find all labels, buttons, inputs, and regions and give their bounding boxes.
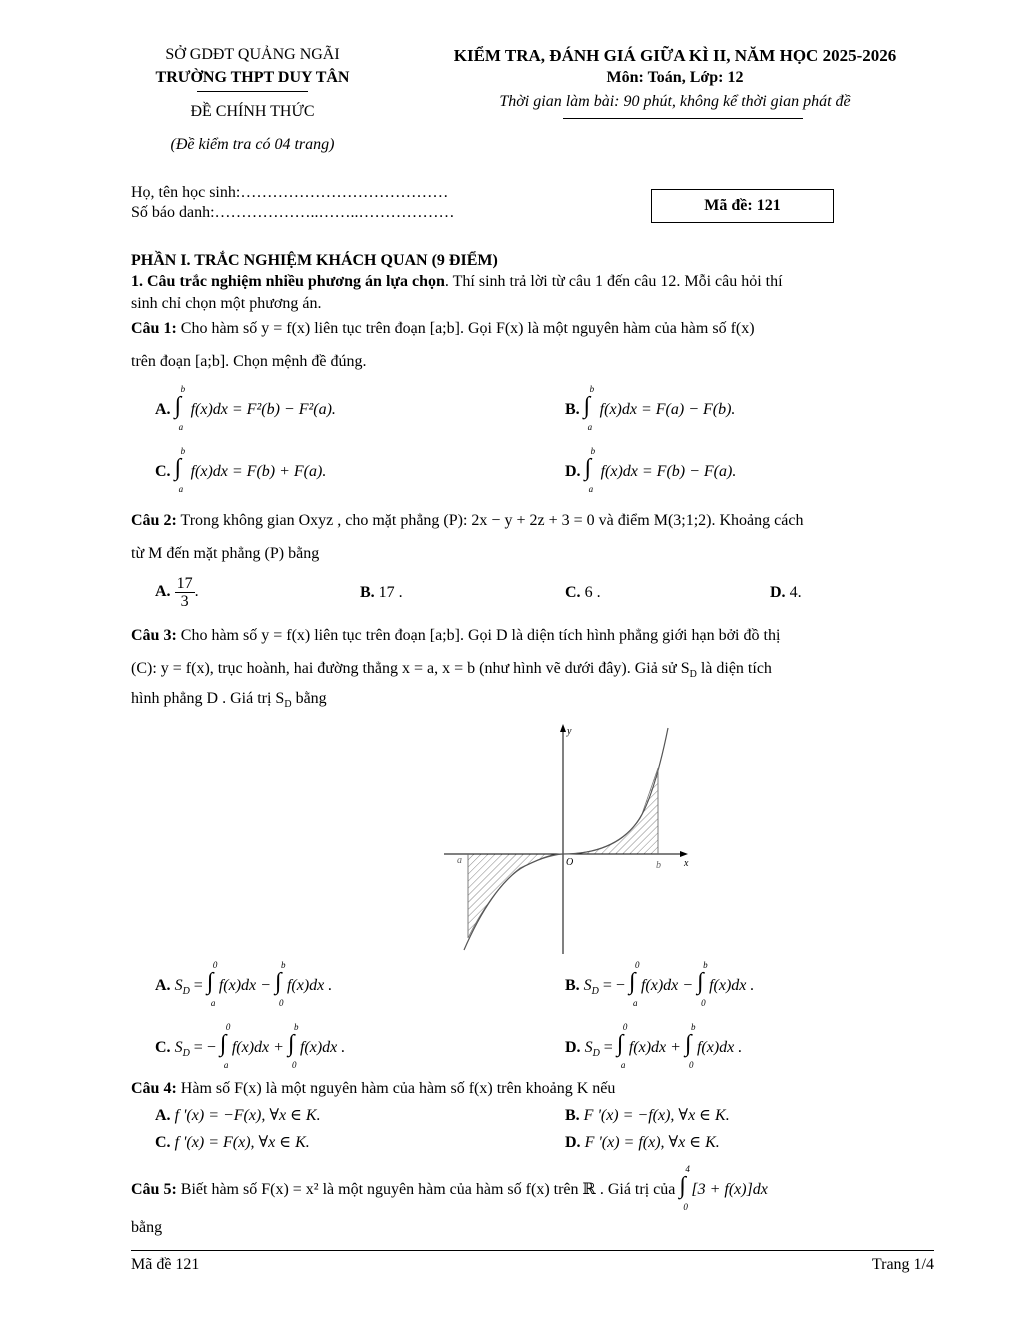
denominator: 3 [180, 593, 189, 610]
upper-limit: 4 [685, 1164, 690, 1174]
q3-line3-sub: D [284, 699, 292, 711]
q5-label: Câu 5: [131, 1181, 177, 1198]
q2-option-d-text: 4. [789, 584, 802, 601]
integral-symbol: ∫ b a [584, 446, 596, 494]
q3-label: Câu 3: [131, 627, 177, 644]
q3-line3-text: hình phẳng D . Giá trị S [131, 690, 285, 707]
q3-option-b[interactable] [565, 960, 755, 1008]
q3-option-d-sub: D [592, 1048, 600, 1060]
lower-limit: 0 [701, 998, 706, 1008]
x-axis-label: x [684, 858, 689, 869]
q2-option-c-text: 6 . [584, 584, 601, 601]
q1-option-c-label: C. [155, 463, 171, 480]
q3-option-a[interactable] [155, 960, 333, 1008]
upper-limit: b [293, 1022, 299, 1032]
q4-option-d-text: F '(x) = f(x), ∀x ∈ K. [584, 1134, 720, 1151]
q5-text: Biết hàm số F(x) = x² là một nguyên hàm của hàm số f(x) trên ℝ . Giá trị của [176, 1181, 676, 1198]
q1-option-d[interactable] [565, 446, 737, 494]
q4-option-d-label: D. [565, 1134, 581, 1151]
q3-option-d-eq: = [599, 1039, 617, 1056]
section-intro [131, 273, 783, 291]
q2-option-a-label: A. [155, 583, 171, 601]
q4-option-b-label: B. [565, 1107, 580, 1124]
q4-option-a-label: A. [155, 1107, 171, 1124]
q3-option-c-sub: D [182, 1048, 190, 1060]
q1-stem-line2: trên đoạn [a;b]. Chọn mệnh đề đúng. [131, 353, 367, 370]
lower-limit: a [588, 484, 594, 494]
q3-option-c[interactable] [155, 1022, 346, 1070]
q3-option-b-eq: = − [598, 977, 625, 994]
q2-option-a-tail: . [194, 583, 199, 601]
a-label: a [457, 855, 462, 866]
q3-option-a-sub: D [182, 986, 190, 998]
q2-stem-line2: từ M đến mặt phẳng (P) bằng [131, 545, 320, 562]
integral-symbol: ∫ b 0 [274, 960, 286, 1008]
y-axis-arrow [560, 724, 566, 732]
upper-limit: b [690, 1022, 696, 1032]
student-name-field[interactable]: Họ, tên học sinh:………………………………… [131, 184, 449, 201]
lower-limit: 0 [688, 1060, 694, 1070]
q2-option-d[interactable] [770, 584, 802, 602]
lower-limit: a [210, 998, 216, 1008]
exam-code: Mã đề: 121 [704, 197, 781, 214]
lower-limit: a [632, 998, 638, 1008]
q3-option-c-s: S [174, 1039, 183, 1056]
q4-option-b-text: F '(x) = −f(x), ∀x ∈ K. [583, 1107, 730, 1124]
footer-divider [131, 1250, 934, 1251]
integral-symbol: ∫ b a [583, 384, 595, 432]
q1-option-a[interactable] [155, 384, 336, 432]
q2-stem-line1 [131, 512, 803, 530]
department-name: SỞ GDĐT QUẢNG NGÃI [165, 46, 340, 63]
upper-limit: b [280, 960, 286, 970]
q3-option-c-eq: = − [189, 1039, 216, 1056]
q2-text: Trong không gian Oxyz , cho mặt phẳng (P): 2x − y + 2z + 3 = 0 và điểm M(3;1;2). Khoảng cách [176, 512, 804, 529]
footer-exam-code: Mã đề 121 [131, 1256, 200, 1273]
upper-limit: b [590, 446, 596, 456]
integral-symbol: ∫ b 0 [697, 960, 708, 1008]
q4-option-c-label: C. [155, 1134, 171, 1151]
q3-option-d-term1: f(x)dx + [628, 1039, 685, 1056]
upper-limit: b [180, 384, 186, 394]
q4-option-c[interactable] [155, 1132, 310, 1152]
q3-option-b-term1: f(x)dx − [640, 977, 698, 994]
q1-option-d-text: f(x)dx = F(b) − F(a). [600, 463, 737, 480]
q3-option-a-term1: f(x)dx − [218, 977, 275, 994]
exam-code-box [651, 189, 834, 223]
q3-option-d-label: D. [565, 1039, 581, 1056]
upper-limit: 0 [225, 1022, 231, 1032]
q3-line2-text: (C): y = f(x), trục hoành, hai đường thẳng x = a, x = b (như hình vẽ dưới đây). Giả sử S [131, 660, 690, 677]
section-intro-bold: 1. Câu trắc nghiệm nhiều phương án lựa chọn [131, 273, 445, 290]
q5-integral: [3 + f(x)]dx [691, 1181, 768, 1198]
origin-label: O [566, 857, 574, 868]
q4-option-a[interactable] [155, 1105, 321, 1125]
time-line: Thời gian làm bài: 90 phút, không kể thời gian phát đề [499, 93, 851, 110]
q1-option-a-text: f(x)dx = F²(b) − F²(a). [190, 401, 336, 418]
q1-option-b-text: f(x)dx = F(a) − F(b). [599, 401, 736, 418]
q4-option-d[interactable] [565, 1132, 720, 1152]
q3-option-b-sub: D [591, 986, 599, 998]
q2-option-b-label: B. [360, 584, 375, 601]
integral-symbol: ∫ 0 a [628, 960, 640, 1008]
q2-option-a[interactable] [155, 575, 199, 610]
q5-stem [131, 1164, 768, 1212]
q1-option-a-label: A. [155, 401, 171, 418]
q4-option-b[interactable] [565, 1105, 730, 1125]
q4-option-c-text: f '(x) = F(x), ∀x ∈ K. [174, 1134, 310, 1151]
part1-title: PHẦN I. TRẮC NGHIỆM KHÁCH QUAN (9 ĐIỂM) [131, 252, 498, 269]
q1-option-d-label: D. [565, 463, 581, 480]
upper-limit: 0 [212, 960, 218, 970]
b-label: b [656, 860, 661, 871]
numerator: 17 [176, 575, 193, 592]
lower-limit: 0 [278, 998, 284, 1008]
q3-area-graph [440, 718, 700, 958]
subject-line: Môn: Toán, Lớp: 12 [606, 69, 744, 86]
integral-symbol: ∫ 0 a [219, 1022, 231, 1070]
lower-limit: 0 [683, 1202, 688, 1212]
q3-option-c-term1: f(x)dx + [231, 1039, 288, 1056]
q1-option-c[interactable] [155, 446, 327, 494]
school-name: TRƯỜNG THPT DUY TÂN [155, 69, 350, 86]
q3-option-a-eq: = [189, 977, 207, 994]
lower-limit: a [223, 1060, 229, 1070]
x-axis-arrow [680, 851, 688, 857]
q3-option-b-label: B. [565, 977, 580, 994]
q3-option-b-s: S [583, 977, 592, 994]
q4-stem [131, 1080, 615, 1098]
integral-symbol: ∫ 4 0 [679, 1164, 690, 1212]
q2-option-b-text: 17 . [378, 584, 403, 601]
q3-stem-line3 [131, 690, 327, 710]
integral-symbol: ∫ b 0 [287, 1022, 299, 1070]
time-underline [563, 118, 803, 119]
integral-symbol: ∫ b a [174, 446, 186, 494]
q3-option-c-label: C. [155, 1039, 171, 1056]
upper-limit: 0 [634, 960, 640, 970]
q1-stem-line1 [131, 320, 755, 338]
q1-label: Câu 1: [131, 320, 177, 337]
q1-option-c-text: f(x)dx = F(b) + F(a). [190, 463, 327, 480]
q4-option-a-text: f '(x) = −F(x), ∀x ∈ K. [174, 1107, 321, 1124]
q1-option-b-label: B. [565, 401, 580, 418]
y-axis-label: y [567, 726, 572, 737]
lower-limit: a [178, 484, 184, 494]
student-id-field[interactable]: Số báo danh:………………..……..……………… [131, 204, 455, 221]
q3-option-c-term2: f(x)dx . [299, 1039, 346, 1056]
integral-symbol: ∫ 0 a [206, 960, 218, 1008]
q2-option-c[interactable] [565, 584, 601, 602]
q3-option-d-term2: f(x)dx . [696, 1039, 743, 1056]
q1-text: Cho hàm số y = f(x) liên tục trên đoạn [a;b]. Gọi F(x) là một nguyên hàm của hàm số f(x) [176, 320, 755, 337]
q3-line2-tail: là diện tích [696, 660, 772, 677]
section-intro-line2: sinh chỉ chọn một phương án. [131, 295, 322, 312]
q2-option-c-label: C. [565, 584, 581, 601]
upper-limit: b [180, 446, 186, 456]
lower-limit: a [587, 422, 593, 432]
q3-option-a-term2: f(x)dx . [286, 977, 333, 994]
integral-symbol: ∫ b 0 [684, 1022, 696, 1070]
lower-limit: a [178, 422, 184, 432]
q1-option-b[interactable] [565, 384, 736, 432]
q2-option-b[interactable] [360, 584, 403, 602]
q3-stem-line2 [131, 660, 772, 680]
pages-note: (Đề kiểm tra có 04 trang) [170, 136, 335, 153]
section-intro-rest: . Thí sinh trả lời từ câu 1 đến câu 12. Mỗi câu hỏi thí [444, 273, 783, 290]
lower-limit: 0 [291, 1060, 297, 1070]
integral-symbol: ∫ 0 a [616, 1022, 628, 1070]
q3-stem-line1 [131, 627, 780, 645]
lower-limit: a [620, 1060, 626, 1070]
q3-option-b-term2: f(x)dx . [709, 977, 755, 994]
upper-limit: b [703, 960, 708, 970]
q3-line2-sub: D [689, 669, 697, 681]
q3-text: Cho hàm số y = f(x) liên tục trên đoạn [a;b]. Gọi D là diện tích hình phẳng giới hạn bởi đồ thị [176, 627, 781, 644]
q2-option-d-label: D. [770, 584, 786, 601]
school-underline [197, 91, 308, 92]
q4-label: Câu 4: [131, 1080, 177, 1097]
shaded-region-left [468, 854, 563, 938]
q2-label: Câu 2: [131, 512, 177, 529]
q3-option-d[interactable] [565, 1022, 743, 1070]
q3-option-d-s: S [584, 1039, 593, 1056]
q4-text: Hàm số F(x) là một nguyên hàm của hàm số f(x) trên khoảng K nếu [176, 1080, 616, 1097]
exam-title: KIỂM TRA, ĐÁNH GIÁ GIỮA KÌ II, NĂM HỌC 2025-2026 [453, 46, 897, 65]
fraction [175, 575, 195, 610]
upper-limit: 0 [622, 1022, 628, 1032]
footer-page-number: Trang 1/4 [871, 1256, 934, 1273]
q5-line2: bằng [131, 1219, 163, 1236]
q3-option-a-s: S [174, 977, 183, 994]
q3-line3-tail: bằng [291, 690, 327, 707]
upper-limit: b [589, 384, 595, 394]
integral-symbol: ∫ b a [174, 384, 186, 432]
official-label: ĐỀ CHÍNH THỨC [190, 103, 315, 120]
q3-option-a-label: A. [155, 977, 171, 994]
